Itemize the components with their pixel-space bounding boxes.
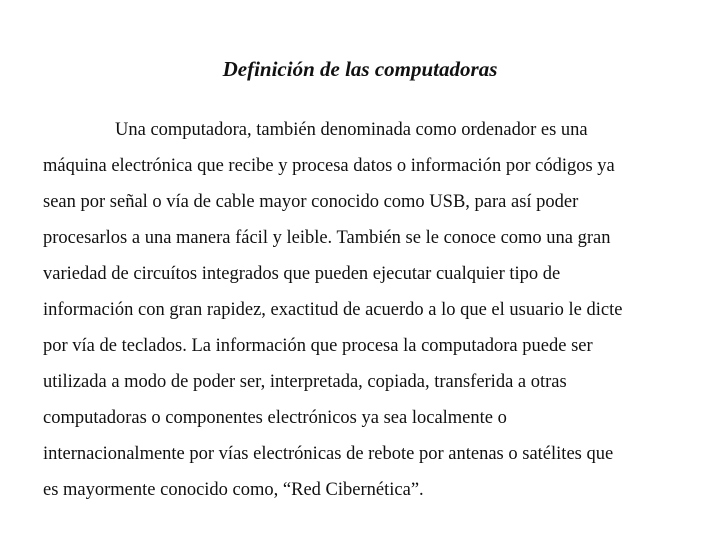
paragraph-line-1: Una computadora, también denominada como ordenador es una (115, 120, 588, 140)
paragraph-line-3: sean por señal o vía de cable mayor conocido como USB, para así poder (43, 192, 579, 212)
paragraph-line-10: internacionalmente por vías electrónicas de rebote por antenas o satélites que (43, 444, 614, 464)
paragraph-line-5: variedad de circuítos integrados que pueden ejecutar cualquier tipo de (43, 264, 561, 284)
paragraph-line-7: por vía de teclados. La información que procesa la computadora puede ser (43, 336, 593, 356)
paragraph-line-6: información con gran rapidez, exactitud de acuerdo a lo que el usuario le dicte (43, 300, 623, 320)
paragraph-line-11: es mayormente conocido como, “Red Cibernética”. (43, 480, 424, 500)
paragraph-line-9: computadoras o componentes electrónicos ya sea localmente o (43, 408, 507, 428)
paragraph-line-8: utilizada a modo de poder ser, interpretada, copiada, transferida a otras (43, 372, 567, 392)
paragraph-line-4: procesarlos a una manera fácil y leible. También se le conoce como una gran (43, 228, 611, 248)
document-title: Definición de las computadoras (222, 57, 498, 81)
paragraph-line-2: máquina electrónica que recibe y procesa datos o información por códigos ya (43, 156, 615, 176)
